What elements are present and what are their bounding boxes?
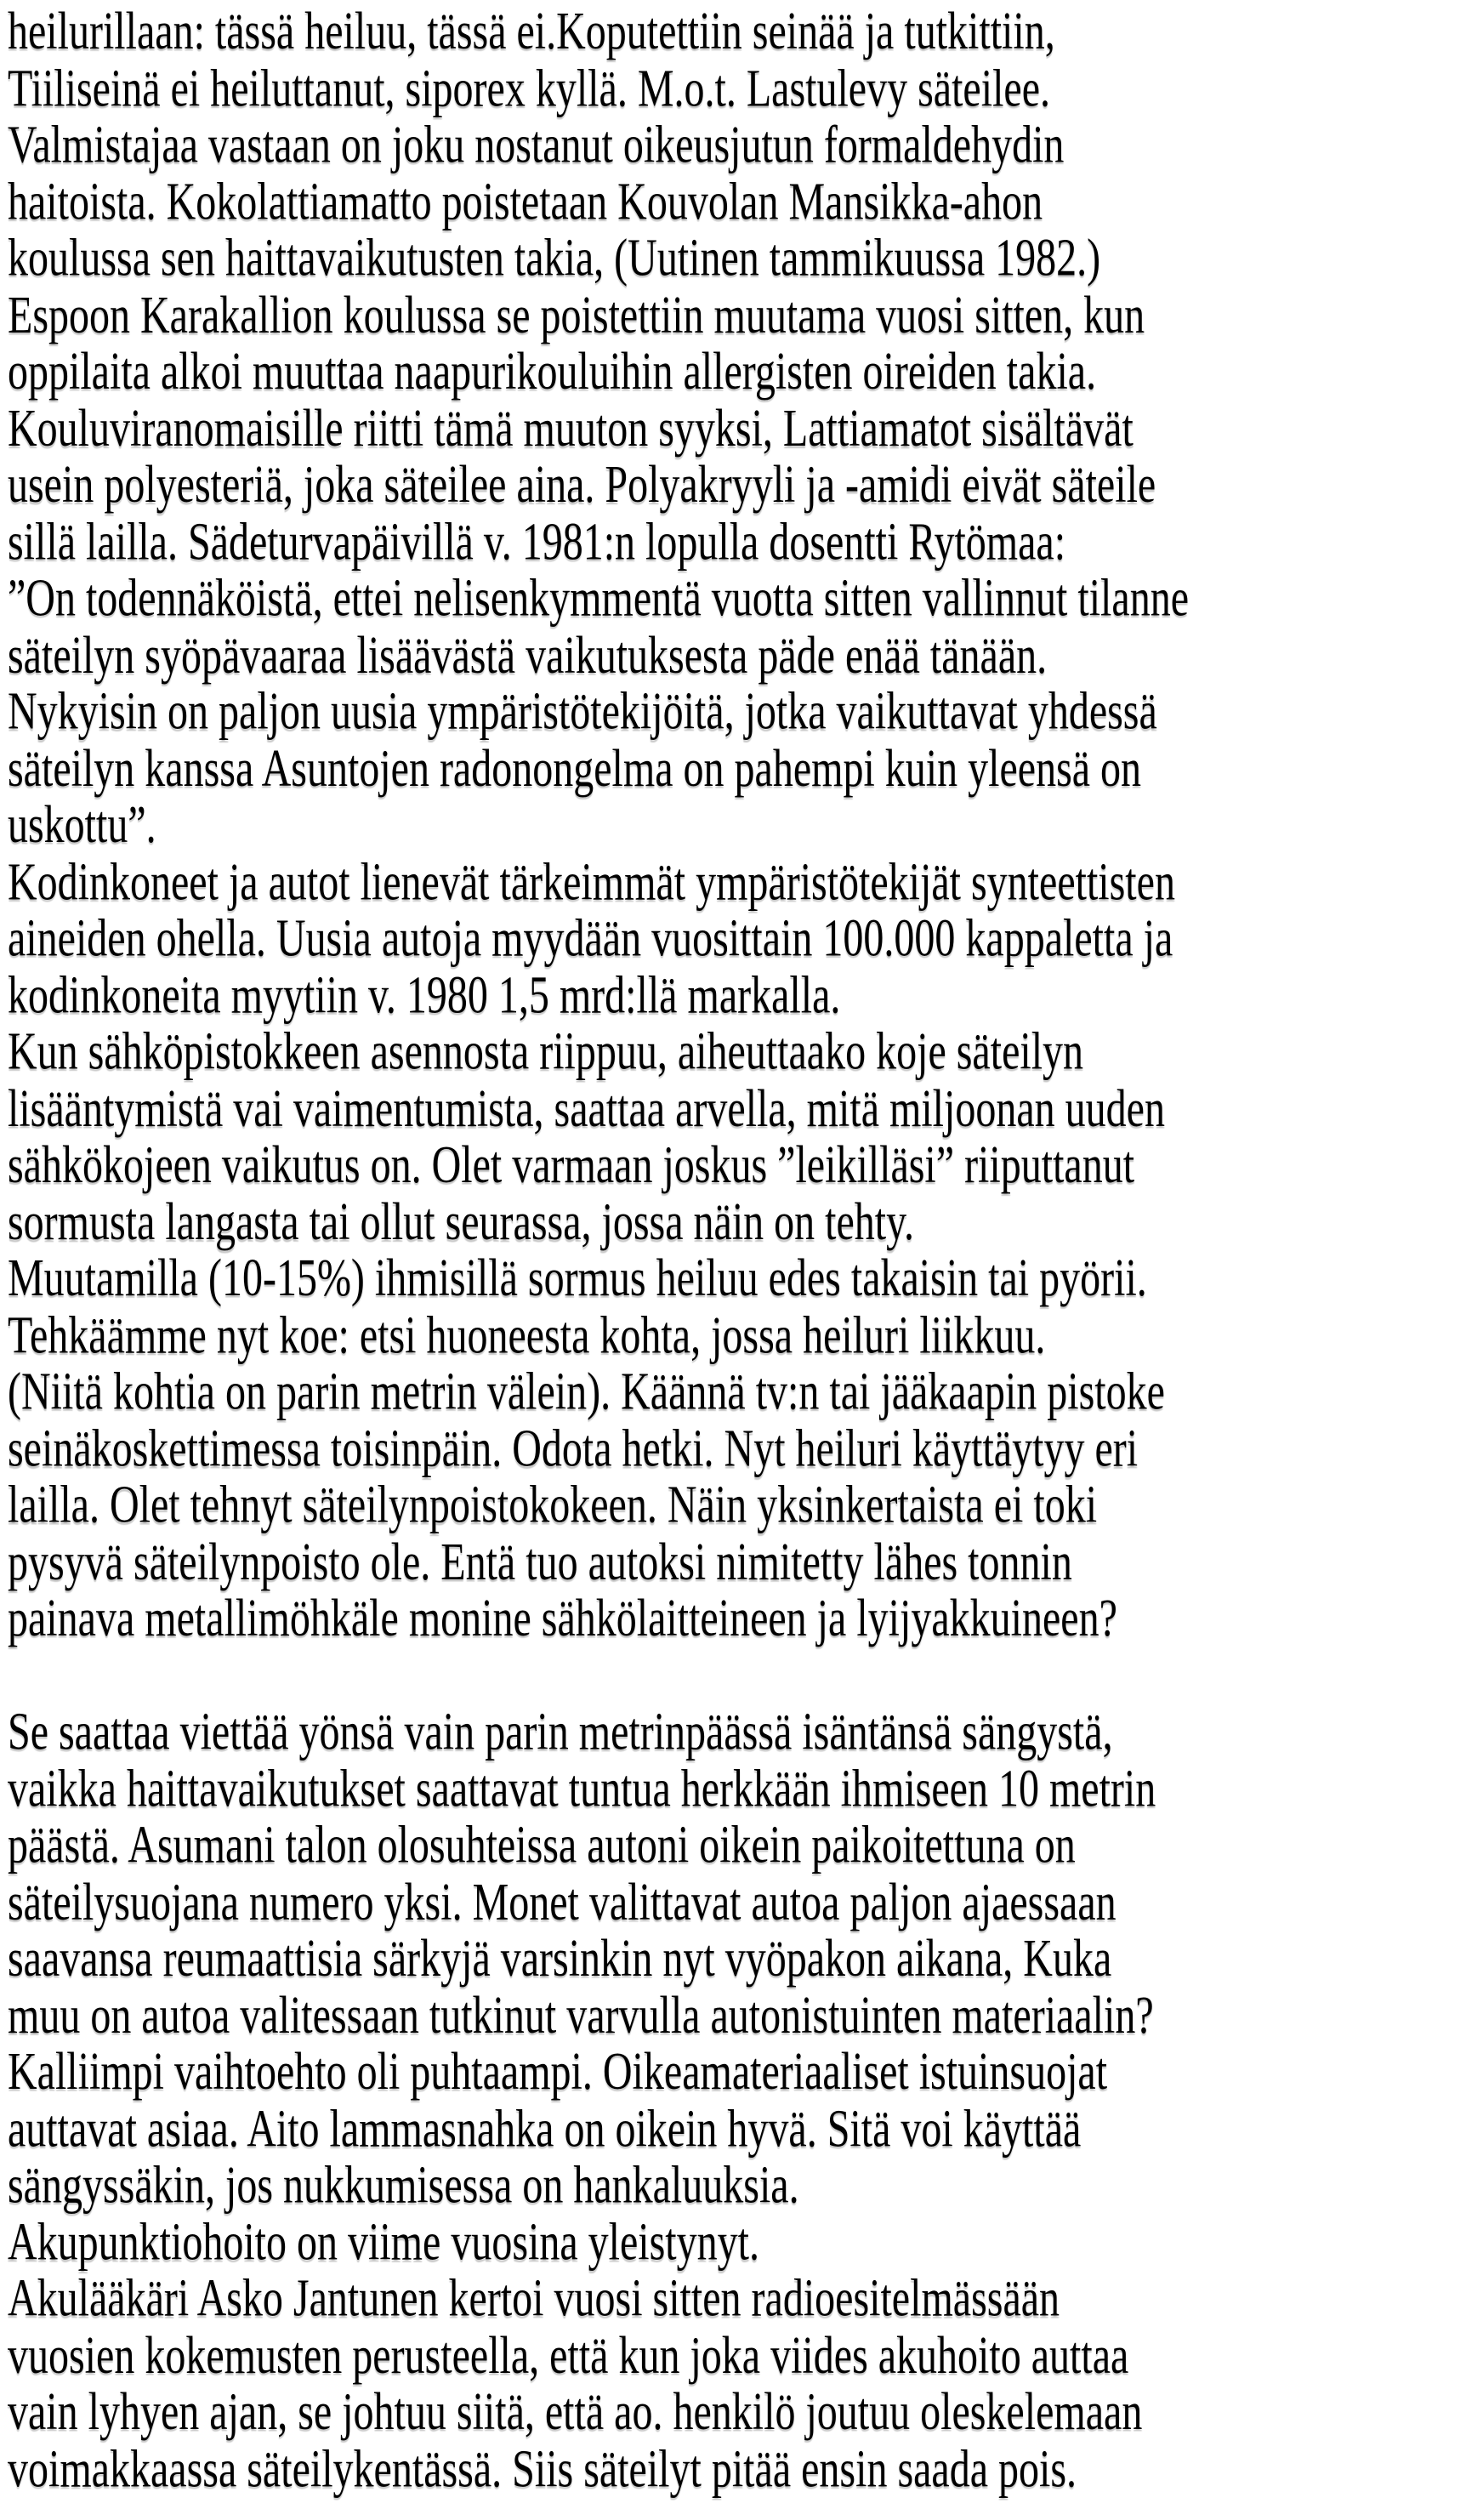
text-line: sängyssäkin, jos nukkumisessa on hankaluuksia.: [8, 2156, 799, 2215]
text-line: päästä. Asumani talon olosuhteissa autoni oikein paikoitettuna on: [8, 1816, 1076, 1874]
text-line: pysyvä säteilynpoisto ole. Entä tuo autoksi nimitetty lähes tonnin: [8, 1533, 1072, 1591]
text-line: seinäkoskettimessa toisinpäin. Odota hetki. Nyt heiluri käyttäytyy eri: [8, 1419, 1139, 1478]
text-line: Kalliimpi vaihtoehto oli puhtaampi. Oikeamateriaaliset istuinsuojat: [8, 2042, 1108, 2102]
text-line: Nykyisin on paljon uusia ympäristötekijöitä, jotka vaikuttavat yhdessä: [8, 682, 1157, 741]
text-line: heilurillaan: tässä heiluu, tässä ei.Koputettiin seinää ja tutkittiin,: [8, 2, 1055, 61]
text-line: oppilaita alkoi muuttaa naapurikouluihin allergisten oireiden takia.: [8, 342, 1097, 401]
text-line: painava metallimöhkäle monine sähkölaitteineen ja lyijyakkuineen?: [8, 1589, 1117, 1648]
text-line: vain lyhyen ajan, se johtuu siitä, että ao. henkilö joutuu oleskelemaan: [8, 2382, 1143, 2442]
text-line: saavansa reumaattisia särkyjä varsinkin nyt vyöpakon aikana, Kuka: [8, 1929, 1112, 1988]
text-line: sähkökojeen vaikutus on. Olet varmaan joskus ”leikilläsi” riiputtanut: [8, 1135, 1135, 1195]
text-line: voimakkaassa säteilykentässä. Siis säteilyt pitää ensin saada pois.: [8, 2439, 1077, 2498]
text-line: usein polyesteriä, joka säteilee aina. Polyakryyli ja -amidi eivät säteile: [8, 455, 1156, 515]
text-line: Espoon Karakallion koulussa se poistettiin muutama vuosi sitten, kun: [8, 285, 1145, 344]
text-line: lailla. Olet tehnyt säteilynpoistokokeen. Näin yksinkertaista ei toki: [8, 1476, 1098, 1534]
text-line: Akulääkäri Asko Jantunen kertoi vuosi sitten radioesitelmässään: [8, 2269, 1060, 2328]
document-text-block: [8, 3, 1483, 2497]
text-line: Kun sähköpistokkeen asennosta riippuu, aiheuttaako koje säteilyn: [8, 1022, 1084, 1081]
text-line: Se saattaa viettää yönsä vain parin metrinpäässä isäntänsä sängystä,: [8, 1702, 1113, 1761]
text-line: haitoista. Kokolattiamatto poistetaan Kouvolan Mansikka-ahon: [8, 172, 1043, 231]
text-line: muu on autoa valitessaan tutkinut varvulla autonistuinten materiaalin?: [8, 1986, 1154, 2045]
text-line: (Niitä kohtia on parin metrin välein). Käännä tv:n tai jääkaapin pistoke: [8, 1362, 1165, 1421]
text-line: aineiden ohella. Uusia autoja myydään vuosittain 100.000 kappaletta ja: [8, 908, 1173, 968]
text-line: Tehkäämme nyt koe: etsi huoneesta kohta, jossa heiluri liikkuu.: [8, 1306, 1046, 1365]
text-line: sillä lailla. Sädeturvapäivillä v. 1981:n lopulla dosentti Rytömaa:: [8, 512, 1066, 572]
text-line: lisääntymistä vai vaimentumista, saattaa arvella, mitä miljoonan uuden: [8, 1078, 1165, 1138]
text-line: koulussa sen haittavaikutusten takia, (Uutinen tammikuussa 1982.): [8, 229, 1101, 287]
text-line: säteilysuojana numero yksi. Monet valittavat autoa paljon ajaessaan: [8, 1872, 1117, 1931]
text-line: säteilyn syöpävaaraa lisäävästä vaikutuksesta päde enää tänään.: [8, 625, 1048, 685]
text-line: säteilyn kanssa Asuntojen radonongelma on pahempi kuin yleensä on: [8, 739, 1142, 798]
text-line: vaikka haittavaikutukset saattavat tuntua herkkään ihmiseen 10 metrin: [8, 1759, 1156, 1818]
text-line: auttavat asiaa. Aito lammasnahka on oikein hyvä. Sitä voi käyttää: [8, 2099, 1082, 2159]
text-line: Tiiliseinä ei heiluttanut, siporex kyllä. M.o.t. Lastulevy säteilee.: [8, 59, 1051, 117]
text-line: vuosien kokemusten perusteella, että kun joka viides akuhoito auttaa: [8, 2325, 1129, 2385]
text-line: Akupunktiohoito on viime vuosina yleistynyt.: [8, 2212, 759, 2272]
text-line: Kouluviranomaisille riitti tämä muuton syyksi, Lattiamatot sisältävät: [8, 399, 1134, 458]
text-line: ”On todennäköistä, ettei nelisenkymmentä vuotta sitten vallinnut tilanne: [8, 569, 1189, 628]
text-line: kodinkoneita myytiin v. 1980 1,5 mrd:llä markalla.: [8, 965, 841, 1025]
text-line: Kodinkoneet ja autot lienevät tärkeimmät ympäristötekijät synteettisten: [8, 852, 1175, 911]
text-line: uskottu”.: [8, 795, 156, 855]
text-line: sormusta langasta tai ollut seurassa, jossa näin on tehty.: [8, 1192, 915, 1251]
text-line: Muutamilla (10-15%) ihmisillä sormus heiluu edes takaisin tai pyörii.: [8, 1249, 1147, 1308]
blank-line: [8, 1647, 1483, 1704]
text-line: Valmistajaa vastaan on joku nostanut oikeusjutun formaldehydin: [8, 115, 1065, 174]
